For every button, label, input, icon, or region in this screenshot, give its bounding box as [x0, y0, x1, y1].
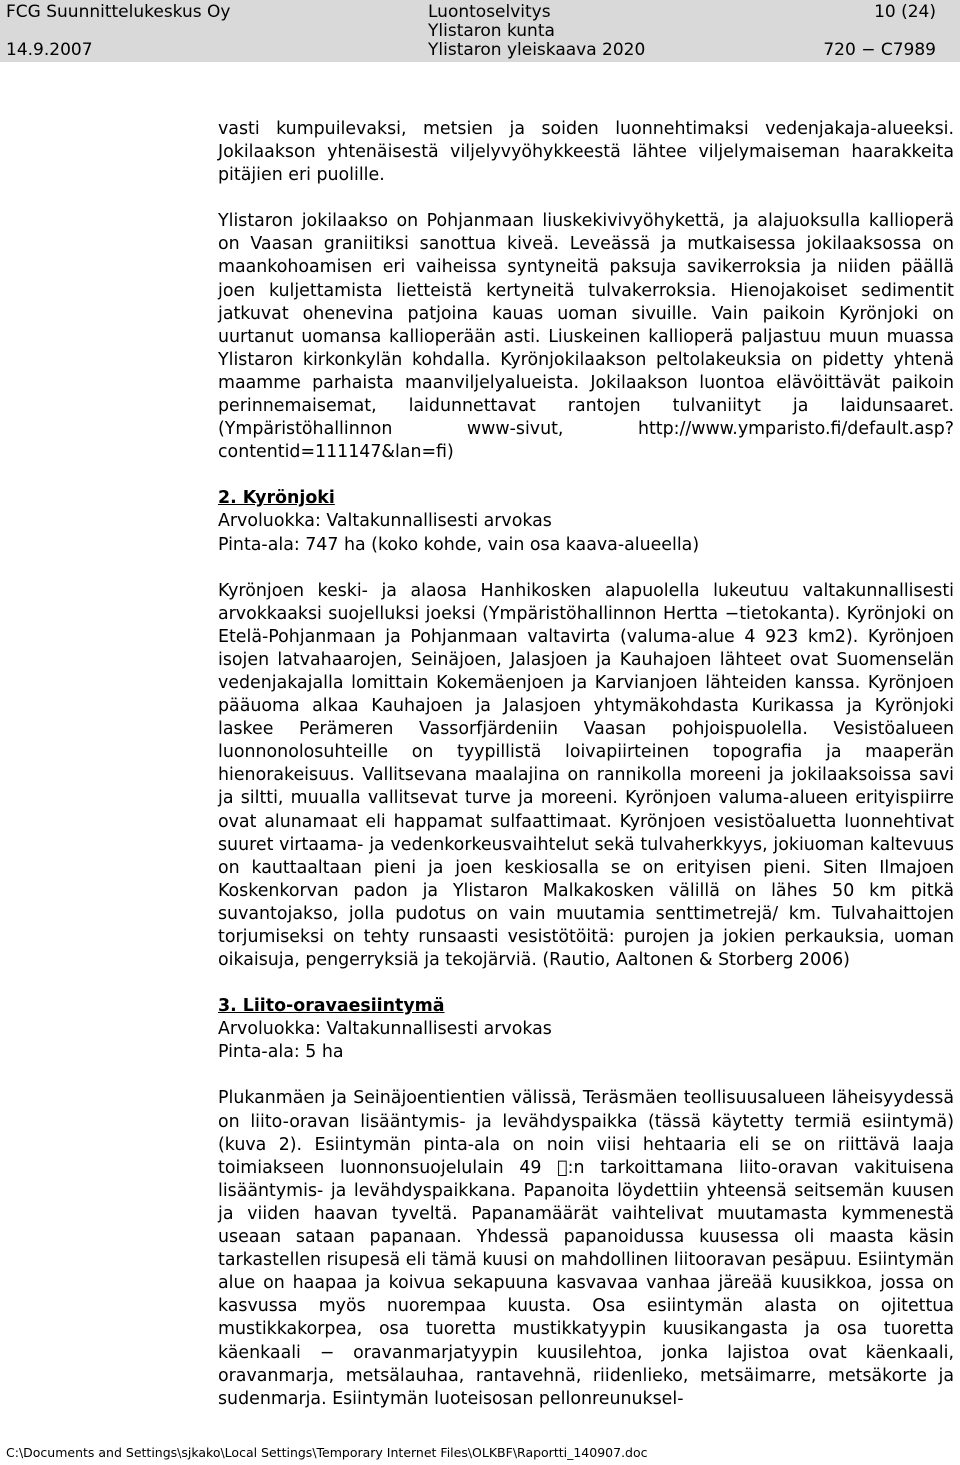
- paragraph-intro-continued: vasti kumpuilevaksi, metsien ja soiden luonnehtimaksi vedenjakaja-alueeksi. Jokilaakson yhtenäisestä viljelyvyöhykkeestä lähtee viljelymaiseman haarakkeita pitäjien eri puolille.: [218, 119, 954, 186]
- paragraph-liito-orava: Plukanmäen ja Seinäjoentientien välissä, Teräsmäen teollisuusalueen läheisyydessä on liito-oravan lisääntymis- ja levähdyspaikka (tässä käytetty termiä esiintymä) (kuva 2). Esiintymän pinta-ala on noin viisi hehtaaria eli se on riittävä laaja toimiakseen luonnonsuojelulain 49 :n tarkoittamana liito-oravan vakituisena lisääntymis- ja levähdyspaikkana. Papanoita löydettiin yhteensä seitsemän kuusen ja viiden haavan tyveltä. Papanamäärät vaihtelivat muutamasta kymmenestä useaan sataan papanaan. Yhdessä papanoidussa kuusessa oli maasta käsin tarkastellen risupesä eli tämä kuusi on mahdollinen liitooravan pesäpuu. Esiintymän alue on haapaa ja koivua sekapuuna kasvavaa vanhaa järeää kuusikkoa, jossa on kasvussa myös nuorempaa kuusta. Osa esiintymän alasta on ojitettua mustikkakorpea, osa tuoretta mustikkatyypin kuusikangasta ja osa tuoretta käenkaali − oravanmarjatyypin kuusilehtoa, jonka lajistoa ovat käenkaali, oravanmarja, metsälauhaa, rantavehnä, riidenlieko, metsäimarre, metsäkorte ja sudenmarja. Esiintymän luoteisosan pellonreunuksel-: [218, 1088, 954, 1409]
- paragraph-spacer: [218, 557, 954, 580]
- page-header: [0, 0, 960, 62]
- section-value-class: Arvoluokka: Valtakunnallisesti arvokas: [218, 1019, 552, 1040]
- section-area: Pinta-ala: 5 ha: [218, 1042, 344, 1063]
- paragraph-kyronjoki: Kyrönjoen keski- ja alaosa Hanhikosken alapuolella lukeutuu valtakunnallisesti arvokkaaksi suojelluksi joeksi (Ympäristöhallinnon Hertta −tietokanta). Kyrönjoki on Etelä-Pohjanmaan ja Pohjanmaan valtavirta (valuma-alue 4 923 km2). Kyrönjoen isojen latvahaarojen, Seinäjoen, Jalasjoen ja Kauhajoen lähteet ovat Suomenselän vedenjakajalla lomittain Kokemäenjoen ja Karvianjoen lähteiden kanssa. Kyrönjoen pääuoma alkaa Kauhajoen ja Jalasjoen yhtymäkohdasta Kurikassa ja Kyrönjoki laskee Perämeren Vassorfjärdeniin Vaasan pohjoispuolella. Vesistöalueen luonnonolosuhteille on tyypillistä loivapiirteinen topografia ja maaperän hienorakeisuus. Vallitsevana maalajina on rannikolla moreeni ja jokilaaksoissa savi ja siltti, muualla vallitsevat turve ja moreeni. Kyrönjoen valuma-alueen erityispiirre ovat alunamaat eli happamat sulfaattimaat. Kyrönjoen vesistöaluetta luonnehtivat suuret virtaama- ja vedenkorkeusvaihtelut sekä tulvaherkkyys, jokiuoman kaltevuus on kauttaaltaan pieni ja joen keskiosalla se on erityisen pieni. Siten Ilmajoen Koskenkorvan padon ja Ylistaron Malkakosken välillä on lähes 50 km pitkä suvantojakso, jolla pudotus on vain muutamia senttimetrejä/ km. Tulvahaittojen torjumiseksi on tehty runsaasti vesistötöitä: purojen ja jokien perkauksia, uoman oikaisuja, pengerryksiä ja tekojärviä. (Rautio, Aaltonen & Storberg 2006): [218, 580, 954, 971]
- footer-file-path: C:\Documents and Settings\sjkako\Local Settings\Temporary Internet Files\OLKBF\Raportti_140907.doc: [6, 1445, 648, 1460]
- header-subject: Luontoselvitys: [428, 2, 551, 22]
- section-title-liito-orava: 3. Liito-oravaesiintymä: [218, 996, 445, 1017]
- header-page-number: 10 (24): [874, 2, 936, 22]
- header-project-code: 720 − C7989: [823, 40, 936, 60]
- paragraph-spacer: [218, 1064, 954, 1087]
- paragraph-spacer: [218, 972, 954, 995]
- section-value-class: Arvoluokka: Valtakunnallisesti arvokas: [218, 511, 552, 532]
- header-plan-name: Ylistaron yleiskaava 2020: [428, 40, 646, 60]
- section-area: Pinta-ala: 747 ha (koko kohde, vain osa kaava-alueella): [218, 534, 700, 555]
- header-municipality: Ylistaron kunta: [428, 21, 555, 41]
- paragraph-spacer: [218, 464, 954, 487]
- header-date: 14.9.2007: [6, 40, 93, 60]
- section-title-kyronjoki: 2. Kyrönjoki: [218, 488, 335, 509]
- header-company: FCG Suunnittelukeskus Oy: [6, 2, 231, 22]
- paragraph-spacer: [218, 187, 954, 210]
- paragraph-geology: Ylistaron jokilaakso on Pohjanmaan liuskekivivyöhykettä, ja alajuoksulla kallioperä on Vaasan graniitiksi sanottua kiveä. Leveässä ja mutkaisessa jokilaaksossa on maankohoamisen eri vaiheissa syntyneitä paksuja savikerroksia ja niiden päällä joen kuljettamista lietteistä kertyneitä tulvakerroksia. Hienojakoiset sedimentit jatkuvat ohenevina patjoina kauas uoman sivuille. Vain paikoin Kyrönjoki on uurtanut uomansa kallioperään asti. Liuskeinen kallioperä paljastuu muun muassa Ylistaron kirkonkylän kohdalla. Kyrönjokilaakson peltolakeuksia on pidetty yhtenä maamme parhaista maanviljelyalueista. Jokilaakson luontoa elävöittävät paikoin perinnemaisemat, laidunnettavat rantojen tulvaniityt ja laidunsaaret. (Ympäristöhallinnon www-sivut, http://www.ymparisto.fi/default.asp?contentid=111147&lan=fi): [218, 211, 954, 463]
- document-body: [218, 118, 954, 1411]
